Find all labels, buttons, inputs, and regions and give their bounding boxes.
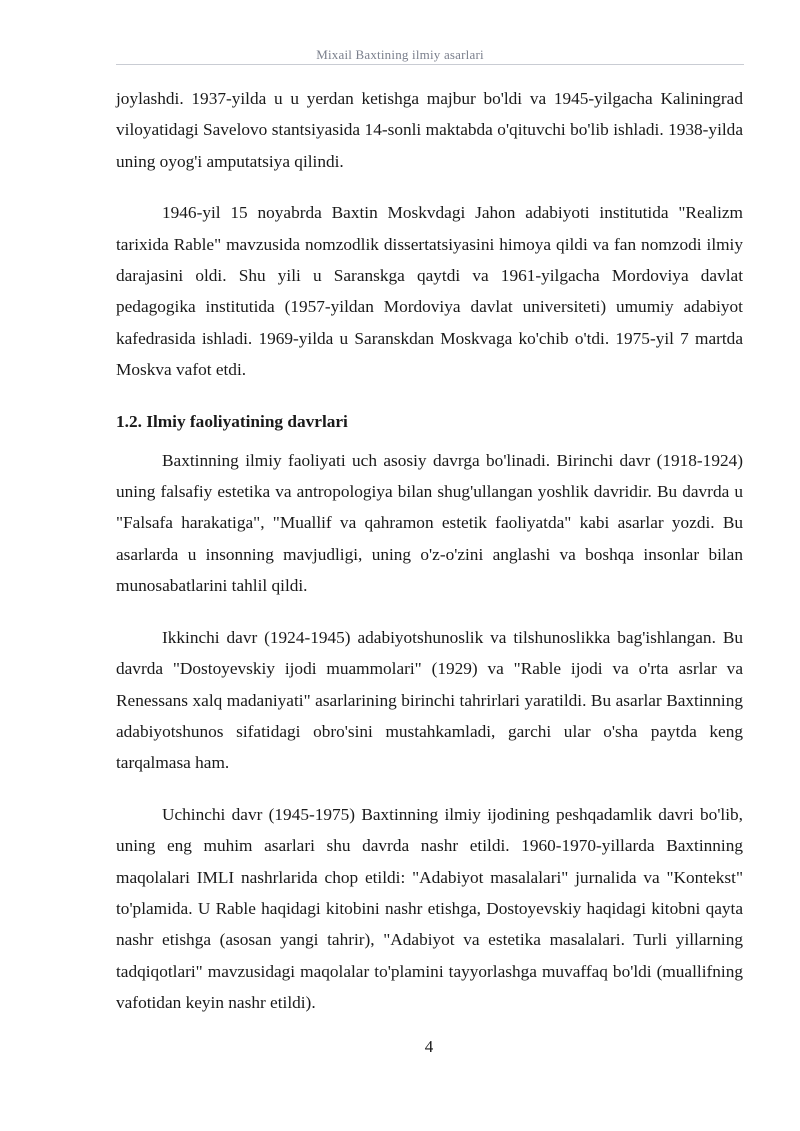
paragraph-spacer	[116, 779, 743, 799]
paragraph-spacer	[116, 177, 743, 197]
paragraph-first-period: Baxtinning ilmiy faoliyati uch asosiy davrga bo'linadi. Birinchi davr (1918-1924) uning falsafiy estetika va antropologiya bilan shug'ullangan yoshlik davridir. Bu davrda u "Falsafa harakatiga", "Muallif va qahramon estetik faoliyatda" kabi asarlar yozdi. Bu asarlarda u insonning mavjudligi, uning o'z-o'zini anglashi va boshqa insonlar bilan munosabatlarini tahlil qildi.	[116, 450, 743, 596]
paragraph-third-period: Uchinchi davr (1945-1975) Baxtinning ilmiy ijodining peshqadamlik davri bo'lib, uning eng muhim asarlari shu davrda nashr etildi. 1960-1970-yillarda Baxtinning maqolalari IMLI nashrlarida chop etildi: "Adabiyot masalalari" jurnalida va "Kontekst" to'plamida. U Rable haqidagi kitobini nashr etishga, Dostoyevskiy haqidagi kitobni qayta nashr etishga (asosan yangi tahrir), "Adabiyot va estetika masalalari. Turli yillarning tadqiqotlari" mavzusidagi maqolalar to'plamini tayyorlashga muvaffaq bo'ldi (muallifning vafotidan keyin nashr etildi).	[116, 804, 743, 1013]
running-header: Mixail Baxtining ilmiy asarlari	[316, 47, 484, 62]
section-heading: 1.2. Ilmiy faoliyatining davrlari	[116, 411, 348, 431]
header-divider	[116, 64, 744, 65]
paragraph-biography: 1946-yil 15 noyabrda Baxtin Moskvdagi Jahon adabiyoti institutida "Realizm tarixida Rable" mavzusida nomzodlik dissertatsiyasini himoya qildi va fan nomzodi ilmiy darajasini oldi. Shu yili u Saranskga qaytdi va 1961-yilgacha Mordoviya davlat pedagogika institutida (1957-yildan Mordoviya davlat universiteti) umumiy adabiyot kafedrasida ishladi. 1969-yilda u Saranskdan Moskvaga ko'chib o'tdi. 1975-yil 7 martda Moskva vafot etdi.	[116, 203, 743, 380]
page-content	[116, 83, 743, 1019]
heading-spacer	[116, 437, 743, 445]
paragraph-spacer	[116, 386, 743, 406]
paragraph-spacer	[116, 602, 743, 622]
page-number: 4	[424, 1037, 434, 1056]
paragraph-second-period: Ikkinchi davr (1924-1945) adabiyotshunoslik va tilshunoslikka bag'ishlangan. Bu davrda "Dostoyevskiy ijodi muammolari" (1929) va "Rable ijodi va o'rta asrlar va Renessans xalq madaniyati" asarlarining birinchi tahrirlari yaratildi. Bu asarlar Baxtinning adabiyotshunos sifatidagi obro'sini mustahkamladi, garchi ular o'sha paytda keng tarqalmasa ham.	[116, 627, 743, 773]
paragraph-continuation: joylashdi. 1937-yilda u u yerdan ketishga majbur bo'ldi va 1945-yilgacha Kaliningrad viloyatidagi Savelovo stantsiyasida 14-sonli maktabda o'qituvchi bo'lib ishladi. 1938-yilda uning oyog'i amputatsiya qilindi.	[116, 89, 743, 171]
